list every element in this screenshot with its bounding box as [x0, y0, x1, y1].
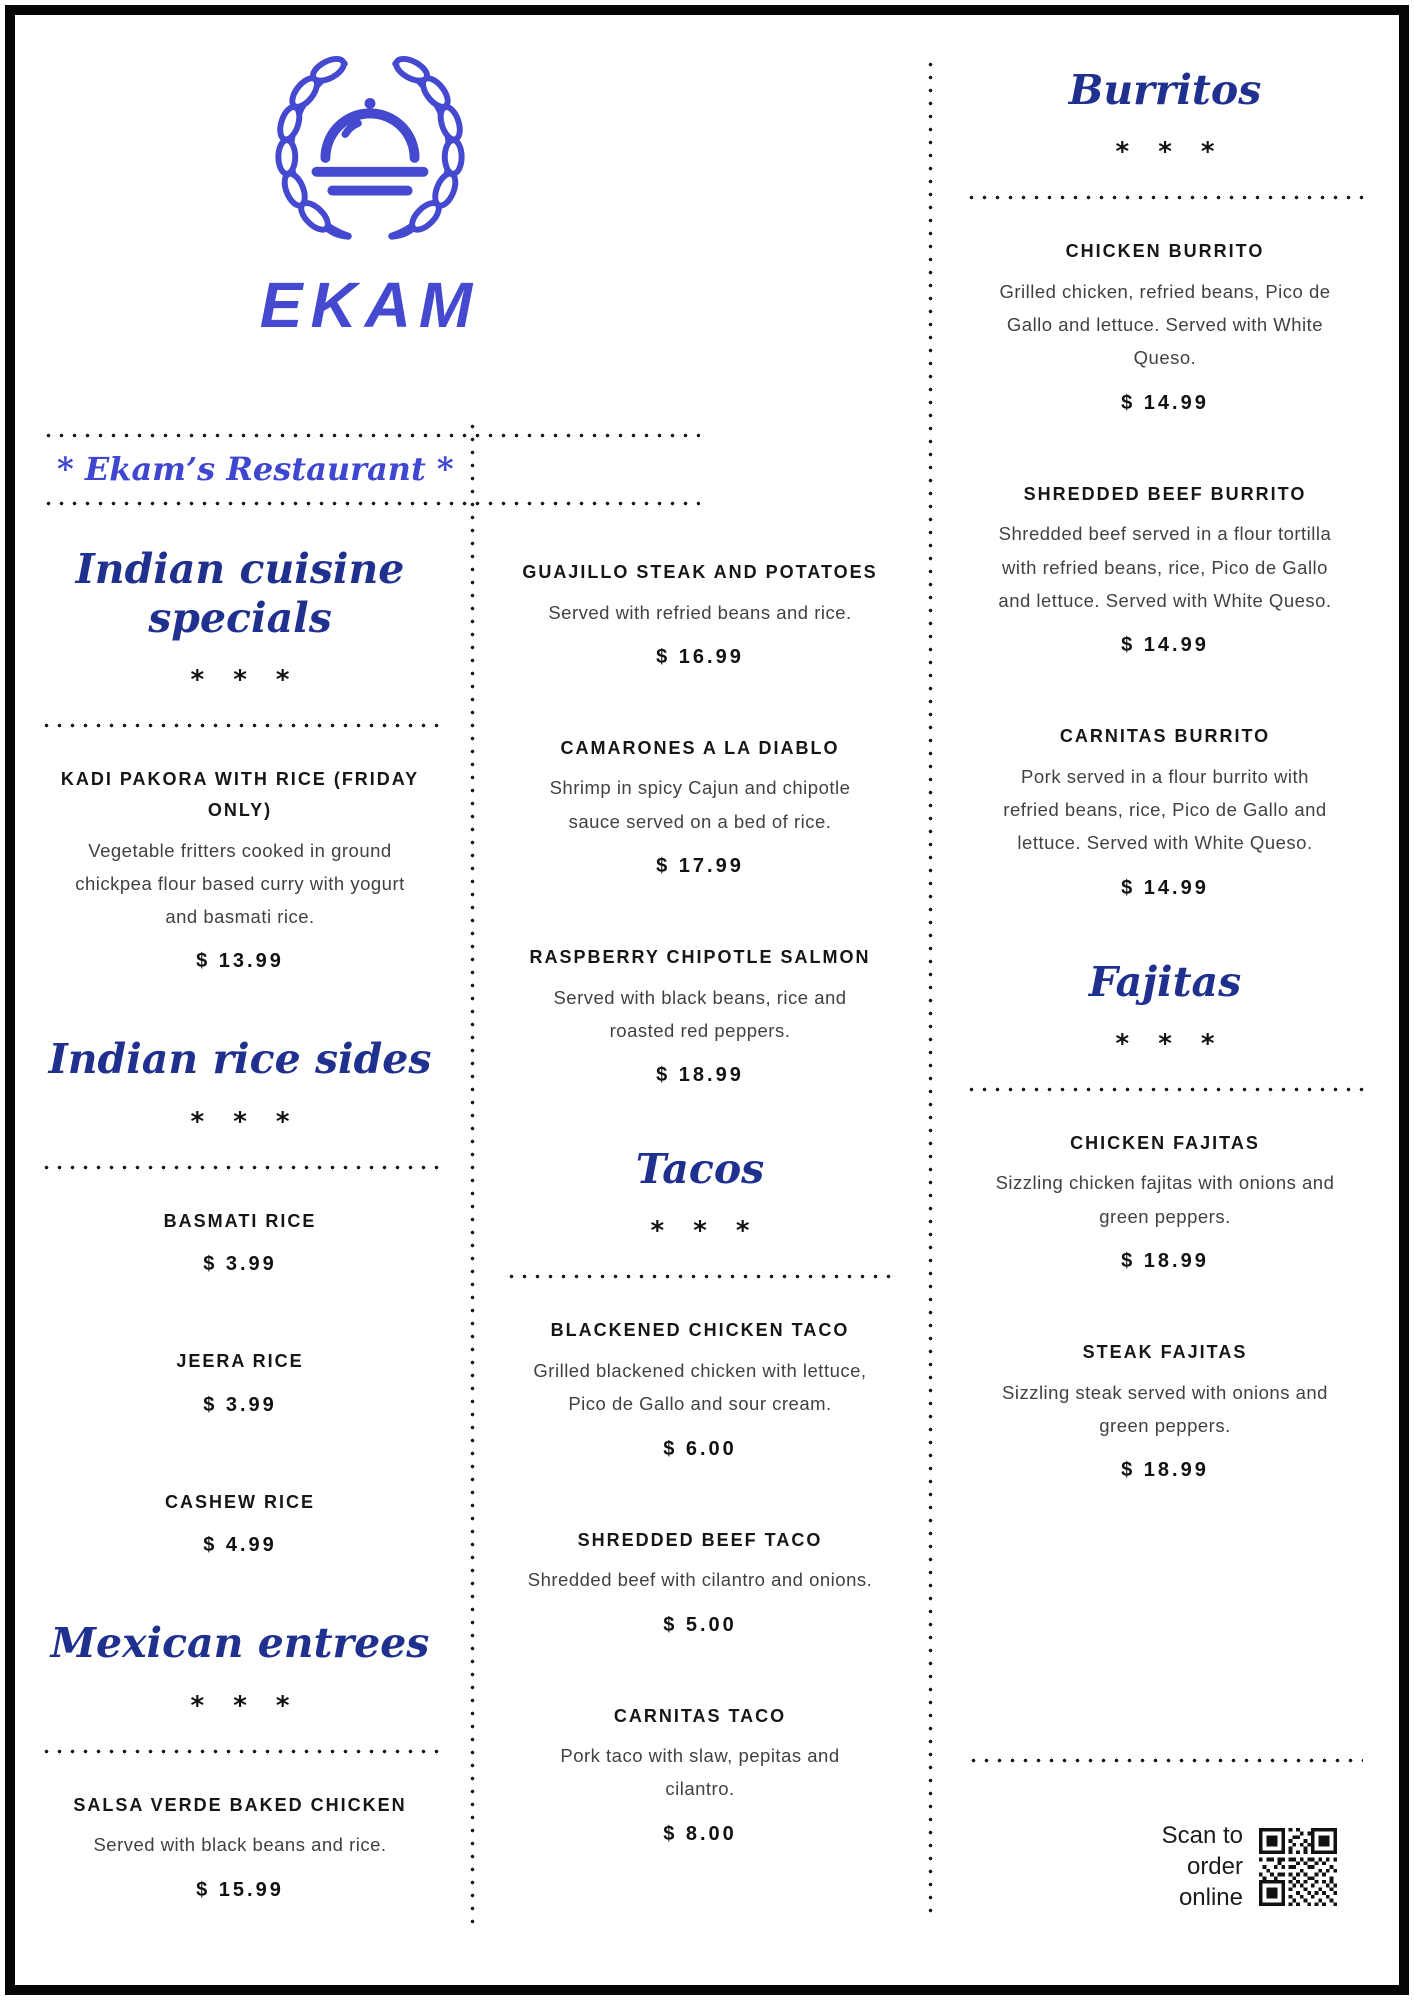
section-indian-cuisine-specials — [40, 545, 440, 975]
item-price: $ 18.99 — [1121, 1459, 1209, 1482]
section-fajitas — [965, 958, 1365, 1485]
item-name: CASHEW RICE — [164, 1491, 315, 1512]
menu-item — [505, 1315, 895, 1462]
item-description: Grilled chicken, refried beans, Pico de Gallo and lettuce. Served with White Queso. — [999, 280, 1331, 369]
menu-column-left — [40, 545, 440, 1904]
qr-code — [1259, 1828, 1337, 1906]
item-description: Pork served in a flour burrito with refried beans, rice, Pico de Gallo and lettuce. Served with White Queso. — [1003, 765, 1327, 854]
menu-item — [40, 764, 440, 975]
item-price: $ 13.99 — [196, 950, 284, 973]
menu-item — [965, 479, 1365, 659]
item-name: BASMATI RICE — [163, 1210, 317, 1231]
menu-item — [40, 1790, 440, 1904]
item-name: RASPBERRY CHIPOTLE SALMON — [529, 947, 871, 968]
item-description: Served with black beans and rice. — [93, 1834, 387, 1856]
section-title: Mexican entrees — [50, 1619, 430, 1668]
item-price: $ 3.99 — [203, 1393, 277, 1416]
item-description: Served with black beans, rice and roasted red peppers. — [553, 986, 847, 1041]
item-description: Shredded beef with cilantro and onions. — [527, 1569, 873, 1591]
dotted-divider — [40, 1165, 440, 1170]
section-mexican-entrees-continued — [505, 557, 895, 1089]
item-price: $ 14.99 — [1121, 634, 1209, 657]
item-price: $ 14.99 — [1121, 391, 1209, 414]
section-items — [965, 1128, 1365, 1484]
menu-item — [505, 942, 895, 1089]
item-price: $ 4.99 — [203, 1534, 277, 1557]
item-price: $ 17.99 — [656, 855, 744, 878]
item-price: $ 8.00 — [663, 1822, 737, 1845]
menu-item — [965, 1337, 1365, 1484]
menu-item — [40, 1346, 440, 1419]
dotted-divider — [42, 501, 700, 506]
laurel-wreath-cloche-logo-icon — [261, 46, 479, 254]
laurel-wreath-icon — [277, 54, 464, 236]
menu-item — [505, 733, 895, 880]
menu-item — [505, 557, 895, 671]
dotted-divider — [505, 1274, 895, 1279]
dotted-divider — [40, 723, 440, 728]
item-description: Shrimp in spicy Cajun and chipotle sauce served on a bed of rice. — [549, 777, 851, 832]
dotted-divider — [965, 1087, 1365, 1092]
column-divider — [470, 420, 475, 1925]
section-title: Fajitas — [1088, 957, 1242, 1006]
item-name: SHREDDED BEEF TACO — [577, 1529, 823, 1550]
section-indian-rice-sides — [40, 1035, 440, 1559]
section-title: Indian cuisine specials — [75, 545, 405, 643]
item-name: CARNITAS TACO — [613, 1705, 787, 1726]
column-divider — [928, 58, 933, 1920]
section-items — [505, 1315, 895, 1847]
restaurant-name: * Ekam’s Restaurant * — [57, 450, 454, 488]
section-items — [40, 1206, 440, 1560]
stars-separator: * * * — [1115, 137, 1225, 168]
brand-name: EKAM — [259, 269, 481, 341]
item-name: GUAJILLO STEAK AND POTATOES — [522, 562, 878, 582]
menu-item — [505, 1701, 895, 1848]
item-price: $ 5.00 — [663, 1613, 737, 1636]
dotted-divider — [40, 1749, 440, 1754]
item-description: Vegetable fritters cooked in ground chickpea flour based curry with yogurt and basmati rice. — [75, 839, 405, 928]
section-items — [965, 236, 1365, 901]
item-price: $ 16.99 — [656, 645, 744, 668]
item-name: SHREDDED BEEF BURRITO — [1023, 483, 1307, 504]
menu-item — [965, 1128, 1365, 1275]
menu-column-right — [965, 50, 1365, 1484]
item-name: CAMARONES A LA DIABLO — [560, 737, 840, 758]
section-title: Indian rice sides — [48, 1035, 432, 1084]
menu-item — [965, 236, 1365, 416]
item-name: STEAK FAJITAS — [1082, 1342, 1248, 1363]
item-description: Sizzling steak served with onions and green peppers. — [1002, 1381, 1328, 1436]
item-price: $ 6.00 — [663, 1437, 737, 1460]
stars-separator: * * * — [650, 1216, 760, 1247]
item-description: Pork taco with slaw, pepitas and cilantro. — [560, 1745, 840, 1800]
dotted-divider — [42, 433, 700, 438]
dotted-divider — [965, 195, 1365, 200]
brand-header — [40, 46, 700, 340]
section-mexican-entrees — [40, 1619, 440, 1903]
scan-line: online — [1178, 1884, 1243, 1912]
item-name: JEERA RICE — [176, 1351, 304, 1372]
item-name: CARNITAS BURRITO — [1059, 726, 1271, 747]
stars-separator: * * * — [190, 1106, 300, 1137]
dotted-divider — [967, 1758, 1363, 1763]
item-name: KADI PAKORA WITH RICE (FRIDAY ONLY) — [60, 769, 420, 820]
section-title: Burritos — [1068, 66, 1262, 114]
item-price: $ 15.99 — [196, 1878, 284, 1901]
item-description: Served with refried beans and rice. — [548, 601, 852, 623]
item-price: $ 3.99 — [203, 1253, 277, 1276]
item-name: CHICKEN BURRITO — [1065, 241, 1265, 262]
cloche-icon — [317, 98, 424, 191]
section-items — [40, 1790, 440, 1904]
stars-separator: * * * — [190, 665, 300, 696]
section-items — [40, 764, 440, 975]
item-name: BLACKENED CHICKEN TACO — [550, 1320, 850, 1341]
menu-item — [40, 1206, 440, 1279]
menu-item — [40, 1487, 440, 1560]
menu-item — [505, 1525, 895, 1639]
item-price: $ 14.99 — [1121, 876, 1209, 899]
section-tacos — [505, 1145, 895, 1847]
item-name: CHICKEN FAJITAS — [1070, 1132, 1260, 1153]
item-description: Grilled blackened chicken with lettuce, Pico de Gallo and sour cream. — [533, 1360, 867, 1415]
section-title: Tacos — [635, 1145, 765, 1194]
item-price: $ 18.99 — [656, 1064, 744, 1087]
item-description: Sizzling chicken fajitas with onions and green peppers. — [995, 1172, 1335, 1227]
menu-column-middle — [505, 545, 895, 1848]
scan-line: order — [1186, 1853, 1243, 1881]
scan-to-order-block — [965, 1820, 1337, 1914]
section-burritos — [965, 66, 1365, 902]
item-description: Shredded beef served in a flour tortilla with refried beans, rice, Pico de Gallo and lettuce. Served with White Queso. — [998, 523, 1332, 611]
stars-separator: * * * — [1115, 1028, 1225, 1059]
stars-separator: * * * — [190, 1690, 300, 1721]
scan-line: Scan to — [1161, 1822, 1243, 1849]
item-price: $ 18.99 — [1121, 1250, 1209, 1273]
scan-to-order-label — [1162, 1820, 1243, 1914]
menu-item — [965, 721, 1365, 901]
item-name: SALSA VERDE BAKED CHICKEN — [73, 1794, 407, 1815]
section-items — [505, 557, 895, 1089]
